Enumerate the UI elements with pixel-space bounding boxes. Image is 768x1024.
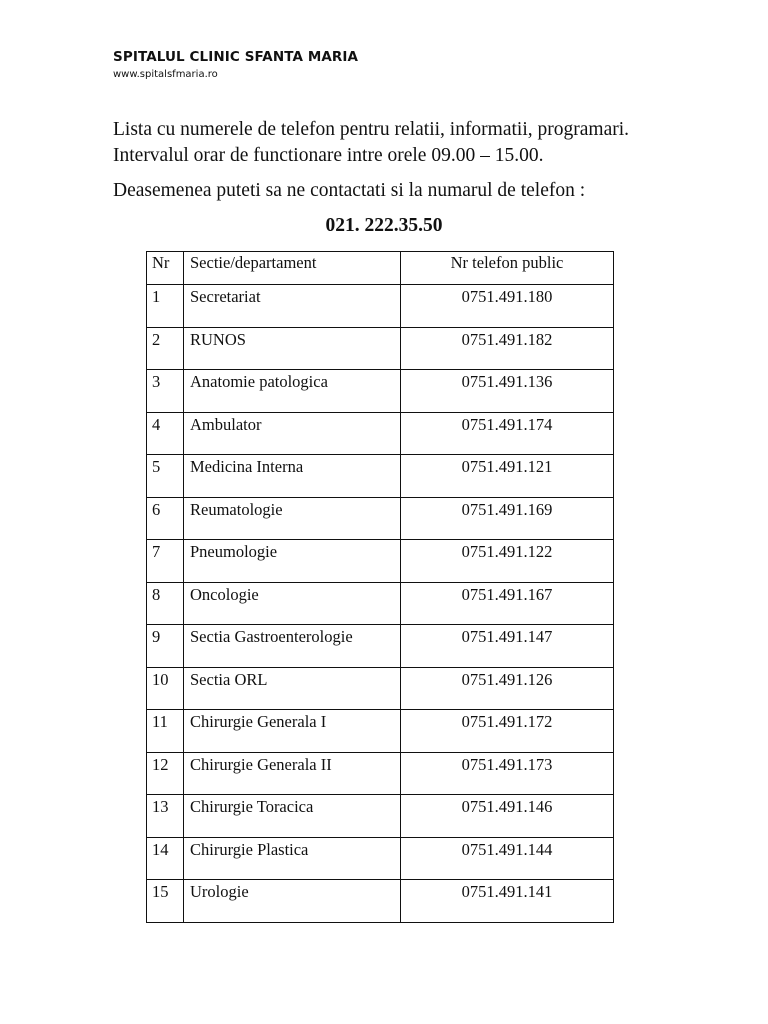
row-department: RUNOS [184,327,401,370]
row-phone: 0751.491.126 [401,667,614,710]
row-number: 11 [147,710,184,753]
row-phone: 0751.491.122 [401,540,614,583]
phone-directory-table [146,251,614,923]
row-number: 1 [147,285,184,328]
hospital-website: www.spitalsfmaria.ro [113,69,218,80]
header-department: Sectie/departament [184,252,401,285]
intro-line-1: Lista cu numerele de telefon pentru relatii, informatii, programari. [113,119,630,140]
row-department: Chirurgie Plastica [184,837,401,880]
row-number: 9 [147,625,184,668]
row-number: 6 [147,497,184,540]
row-phone: 0751.491.146 [401,795,614,838]
row-department: Chirurgie Toracica [184,795,401,838]
row-number: 12 [147,752,184,795]
row-department: Reumatologie [184,497,401,540]
table-row [147,837,614,880]
table-row [147,710,614,753]
row-number: 4 [147,412,184,455]
row-department: Oncologie [184,582,401,625]
row-department: Ambulator [184,412,401,455]
row-department: Sectia Gastroenterologie [184,625,401,668]
row-department: Chirurgie Generala I [184,710,401,753]
row-department: Sectia ORL [184,667,401,710]
document-header [113,47,358,83]
table-row [147,497,614,540]
row-phone: 0751.491.182 [401,327,614,370]
row-phone: 0751.491.167 [401,582,614,625]
table-row [147,327,614,370]
table-row [147,455,614,498]
row-number: 10 [147,667,184,710]
row-number: 3 [147,370,184,413]
row-number: 5 [147,455,184,498]
row-number: 13 [147,795,184,838]
row-number: 7 [147,540,184,583]
row-phone: 0751.491.172 [401,710,614,753]
table-row [147,540,614,583]
row-phone: 0751.491.174 [401,412,614,455]
row-number: 2 [147,327,184,370]
header-phone: Nr telefon public [401,252,614,285]
header-nr: Nr [147,252,184,285]
row-department: Medicina Interna [184,455,401,498]
hospital-name: SPITALUL CLINIC SFANTA MARIA [113,49,359,65]
row-department: Secretariat [184,285,401,328]
intro-text [113,117,629,169]
table-header-row [147,252,614,285]
row-department: Urologie [184,880,401,923]
row-phone: 0751.491.144 [401,837,614,880]
table-row [147,285,614,328]
row-phone: 0751.491.173 [401,752,614,795]
row-phone: 0751.491.121 [401,455,614,498]
row-phone: 0751.491.180 [401,285,614,328]
row-number: 8 [147,582,184,625]
row-department: Chirurgie Generala II [184,752,401,795]
table-row [147,370,614,413]
row-phone: 0751.491.141 [401,880,614,923]
row-phone: 0751.491.169 [401,497,614,540]
table-row [147,667,614,710]
table-row [147,582,614,625]
table-row [147,625,614,668]
intro-line-2: Intervalul orar de functionare intre orele 09.00 – 15.00. [113,145,544,166]
table-row [147,880,614,923]
main-phone-number: 021. 222.35.50 [325,215,443,236]
table-row [147,412,614,455]
table-row [147,795,614,838]
row-number: 14 [147,837,184,880]
contact-text: Deasemenea puteti sa ne contactati si la numarul de telefon : [113,180,586,201]
row-phone: 0751.491.147 [401,625,614,668]
row-number: 15 [147,880,184,923]
row-department: Anatomie patologica [184,370,401,413]
row-department: Pneumologie [184,540,401,583]
table-body [147,285,614,923]
row-phone: 0751.491.136 [401,370,614,413]
table-row [147,752,614,795]
